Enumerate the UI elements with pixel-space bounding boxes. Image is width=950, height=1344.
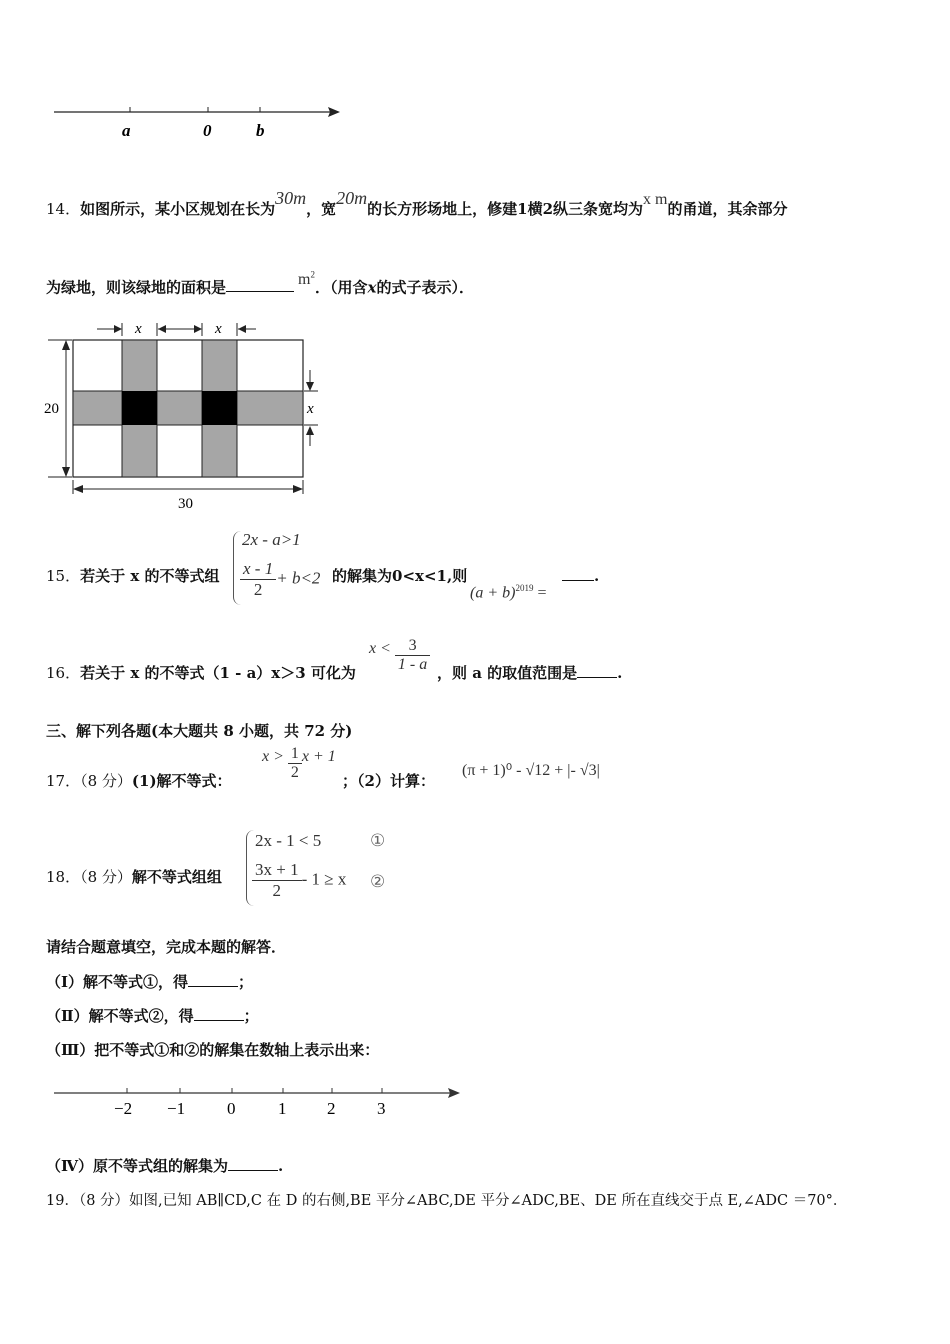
q17-calculation: (π + 1)⁰ - √12 + |- √3| — [462, 762, 600, 779]
figure-14-field-diagram — [42, 318, 332, 513]
q16-condition: x < $\frac{3}{1 - a}$ — [369, 637, 430, 674]
label-zero: 0 — [203, 121, 212, 140]
q17-line-b: ；（2）计算： — [342, 772, 435, 790]
label-30: 30 — [178, 496, 193, 512]
label-a: a — [122, 121, 131, 140]
tick-label-neg1: −1 — [167, 1099, 186, 1118]
step-1: （Ⅰ）解不等式①，得 ； — [46, 973, 254, 991]
q15-inequality-2: $\frac{x - 1}{2}$ + b<2 — [240, 559, 320, 600]
label-x-top-1: x — [135, 321, 142, 337]
q18-inequality-2: $\frac{3x + 1}{2}$ - 1 ≥ x — [252, 860, 346, 901]
q15-line: 15．若关于 x 的不等式组 — [46, 567, 220, 585]
q18-inequality-1: 2x - 1 < 5 — [255, 831, 322, 850]
q18-mark-2: ② — [370, 872, 386, 891]
q14-line1: 14．如图所示，某小区规划在长为30m，宽20m的长方形场地上，修建1横2纵三条宽均为x m的甬道，其余部分 — [46, 188, 788, 218]
tick-label-0: 0 — [227, 1099, 236, 1118]
step-4: （Ⅳ）原不等式组的解集为 . — [46, 1157, 284, 1175]
q15-expression: $(a + b)^{2019}$ = — [470, 583, 547, 602]
number-line-top — [50, 98, 350, 143]
q14-path-width: x m — [643, 191, 668, 208]
q17-line: 17．（8 分）(1)解不等式： — [46, 772, 232, 790]
number-line-bottom — [50, 1080, 470, 1122]
label-20: 20 — [44, 401, 59, 417]
step-1-blank[interactable] — [188, 972, 238, 987]
horizontal-path — [73, 391, 303, 425]
tick-label-neg2: −2 — [114, 1099, 133, 1118]
q18-mark-1: ① — [370, 831, 386, 850]
q14-answer-blank[interactable] — [226, 277, 294, 292]
tick-label-1: 1 — [278, 1099, 287, 1118]
step-2-blank[interactable] — [194, 1006, 244, 1021]
q19-line: 19．（8 分）如图,已知 AB∥CD,C 在 D 的右侧,BE 平分∠ABC,DE 平分∠ADC,BE、DE 所在直线交于点 E,∠ADC ＝70°． — [46, 1193, 848, 1209]
q14-length: 30m — [275, 188, 307, 208]
section-3-heading: 三、解下列各题(本大题共 8 小题，共 72 分) — [46, 722, 353, 740]
q16-line: 16．若关于 x 的不等式（1 - a）x＞3 可化为 — [46, 664, 356, 682]
step-4-blank[interactable] — [228, 1156, 278, 1171]
q14-width: 20m — [336, 188, 368, 208]
label-x-top-2: x — [215, 321, 222, 337]
step-2: （Ⅱ）解不等式②，得 ； — [46, 1007, 259, 1025]
step-3: （Ⅲ）把不等式①和②的解集在数轴上表示出来： — [46, 1041, 380, 1059]
q15-inequality-1: 2x - a>1 — [242, 530, 301, 549]
tick-label-3: 3 — [377, 1099, 386, 1118]
label-b: b — [256, 121, 265, 140]
q16-line-b: ，则 a 的取值范围是 . — [437, 664, 623, 682]
q16-answer-blank[interactable] — [577, 663, 617, 678]
q15-answer-blank[interactable] — [562, 566, 594, 581]
q14-unit: $m^2$ — [298, 270, 315, 289]
q18-line: 18．（8 分）解不等式组组 — [46, 868, 222, 886]
instructions-intro: 请结合题意填空，完成本题的解答． — [46, 938, 287, 956]
q17-inequality: x > $\frac{1}{2}$ x + 1 — [262, 745, 336, 781]
tick-label-2: 2 — [327, 1099, 336, 1118]
q14-line2: 为绿地，则该绿地的面积是 $m^2$．（用含x的式子表示）． — [46, 270, 474, 297]
q15-answer: . — [562, 566, 599, 586]
label-x-right: x — [307, 401, 314, 417]
q15-line-b: 的解集为0<x<1,则 — [332, 567, 468, 585]
